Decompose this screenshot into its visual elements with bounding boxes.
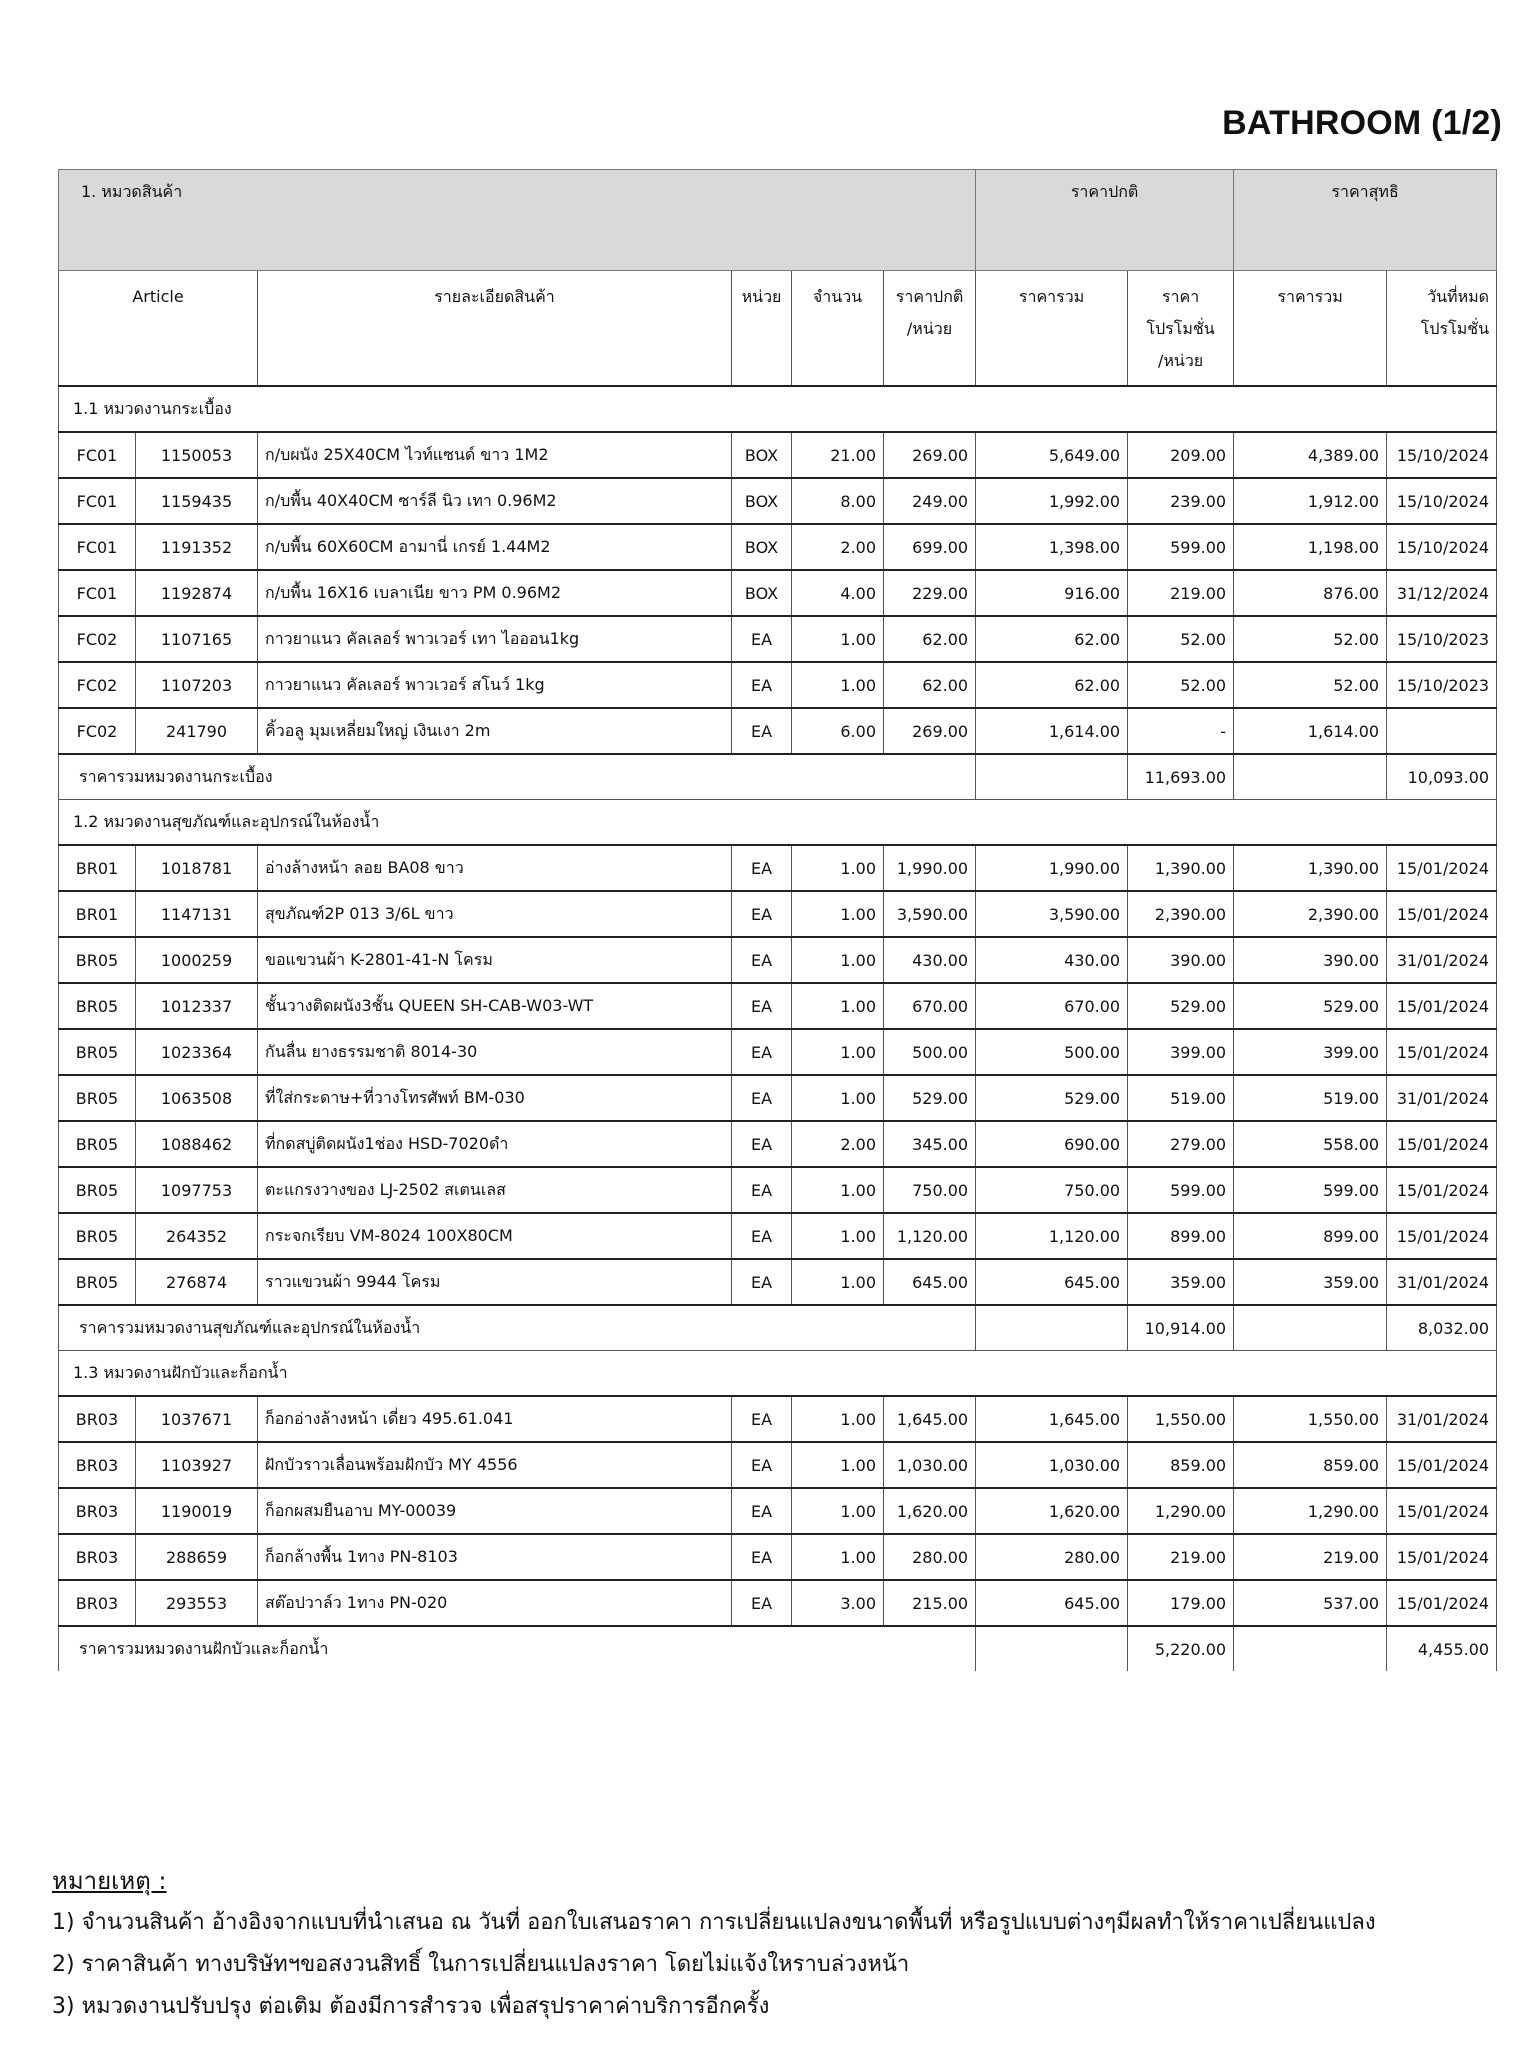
item-unit: EA	[732, 1121, 792, 1167]
note-item: 3) หมวดงานปรับปรุง ต่อเติม ต้องมีการสำรวจ เพื่อสรุปราคาค่าบริการอีกครั้ง	[52, 1994, 770, 2019]
item-article: 1037671	[136, 1396, 258, 1442]
table-row	[59, 1488, 1497, 1534]
table-row	[59, 478, 1497, 524]
item-net-total: 1,550.00	[1234, 1396, 1387, 1442]
item-promo-end: 15/10/2024	[1387, 524, 1497, 570]
item-description: กาวยาแนว คัลเลอร์ พาวเวอร์ เทา ไอออน1kg	[258, 616, 732, 662]
table-row	[59, 1259, 1497, 1305]
item-qty: 1.00	[792, 1396, 884, 1442]
table-row	[59, 891, 1497, 937]
item-qty: 1.00	[792, 662, 884, 708]
item-net-total: 1,198.00	[1234, 524, 1387, 570]
item-code: BR03	[59, 1534, 136, 1580]
item-promo-end: 31/01/2024	[1387, 1259, 1497, 1305]
item-net-total: 1,390.00	[1234, 845, 1387, 891]
item-qty: 2.00	[792, 1121, 884, 1167]
item-code: BR05	[59, 1121, 136, 1167]
section-header-row	[59, 800, 1497, 846]
item-code: FC01	[59, 478, 136, 524]
item-promo-end: 15/10/2024	[1387, 432, 1497, 478]
article-header: Article	[59, 271, 258, 387]
item-article: 293553	[136, 1580, 258, 1626]
item-unit: BOX	[732, 570, 792, 616]
item-total: 3,590.00	[976, 891, 1128, 937]
item-promo-end: 15/10/2023	[1387, 662, 1497, 708]
item-code: BR01	[59, 891, 136, 937]
subtotal-total: 11,693.00	[1128, 754, 1234, 800]
item-unit: EA	[732, 1029, 792, 1075]
item-total: 1,992.00	[976, 478, 1128, 524]
item-description: ราวแขวนผ้า 9944 โครม	[258, 1259, 732, 1305]
item-net-total: 529.00	[1234, 983, 1387, 1029]
qty-header: จำนวน	[792, 271, 884, 387]
item-qty: 3.00	[792, 1580, 884, 1626]
table-row	[59, 708, 1497, 754]
table-row	[59, 983, 1497, 1029]
subtotal-net-total: 4,455.00	[1387, 1626, 1497, 1671]
item-qty: 1.00	[792, 616, 884, 662]
item-unit: EA	[732, 1580, 792, 1626]
item-net-total: 390.00	[1234, 937, 1387, 983]
item-unit: EA	[732, 1396, 792, 1442]
item-code: BR05	[59, 1075, 136, 1121]
item-article: 1107203	[136, 662, 258, 708]
item-net-total: 899.00	[1234, 1213, 1387, 1259]
item-description: ขอแขวนผ้า K-2801-41-N โครม	[258, 937, 732, 983]
subtotal-row	[59, 1305, 1497, 1351]
net-total-header: ราคารวม	[1234, 271, 1387, 387]
item-unit-price: 699.00	[884, 524, 976, 570]
item-unit-price: 215.00	[884, 1580, 976, 1626]
page-title: BATHROOM (1/2)	[1222, 104, 1502, 142]
item-promo-price: 1,550.00	[1128, 1396, 1234, 1442]
item-total: 5,649.00	[976, 432, 1128, 478]
subtotal-total: 10,914.00	[1128, 1305, 1234, 1351]
notes	[52, 1860, 1376, 2028]
item-promo-price: 2,390.00	[1128, 891, 1234, 937]
item-description: กันลื่น ยางธรรมชาติ 8014-30	[258, 1029, 732, 1075]
item-promo-price: 239.00	[1128, 478, 1234, 524]
item-qty: 1.00	[792, 891, 884, 937]
item-code: BR01	[59, 845, 136, 891]
item-article: 264352	[136, 1213, 258, 1259]
item-total: 1,614.00	[976, 708, 1128, 754]
item-total: 1,030.00	[976, 1442, 1128, 1488]
header-column-row	[59, 271, 1497, 387]
item-description: คิ้วอลู มุมเหลี่ยมใหญ่ เงินเงา 2m	[258, 708, 732, 754]
subtotal-net-total: 10,093.00	[1387, 754, 1497, 800]
item-total: 1,398.00	[976, 524, 1128, 570]
item-article: 241790	[136, 708, 258, 754]
item-article: 288659	[136, 1534, 258, 1580]
item-total: 529.00	[976, 1075, 1128, 1121]
item-unit: EA	[732, 1075, 792, 1121]
item-net-total: 219.00	[1234, 1534, 1387, 1580]
item-total: 690.00	[976, 1121, 1128, 1167]
item-unit: EA	[732, 1167, 792, 1213]
item-unit-price: 1,620.00	[884, 1488, 976, 1534]
item-description: ก็อกผสมยืนอาบ MY-00039	[258, 1488, 732, 1534]
item-total: 916.00	[976, 570, 1128, 616]
table-row	[59, 1213, 1497, 1259]
item-article: 1159435	[136, 478, 258, 524]
item-description: ก/บผนัง 25X40CM ไวท์แซนด์ ขาว 1M2	[258, 432, 732, 478]
item-article: 1097753	[136, 1167, 258, 1213]
item-description: กาวยาแนว คัลเลอร์ พาวเวอร์ สโนว์ 1kg	[258, 662, 732, 708]
item-qty: 1.00	[792, 1167, 884, 1213]
item-unit-price: 3,590.00	[884, 891, 976, 937]
item-description: กระจกเรียบ VM-8024 100X80CM	[258, 1213, 732, 1259]
item-promo-price: 219.00	[1128, 1534, 1234, 1580]
item-code: FC02	[59, 662, 136, 708]
item-description: สุขภัณฑ์2P 013 3/6L ขาว	[258, 891, 732, 937]
item-unit: BOX	[732, 478, 792, 524]
item-unit-price: 670.00	[884, 983, 976, 1029]
item-description: ที่ใส่กระดาษ+ที่วางโทรศัพท์ BM-030	[258, 1075, 732, 1121]
table-row	[59, 570, 1497, 616]
item-qty: 1.00	[792, 1534, 884, 1580]
subtotal-row	[59, 1626, 1497, 1671]
item-total: 62.00	[976, 662, 1128, 708]
section-title: 1.2 หมวดงานสุขภัณฑ์และอุปกรณ์ในห้องน้ำ	[59, 800, 1497, 846]
item-promo-end: 15/01/2024	[1387, 845, 1497, 891]
item-total: 500.00	[976, 1029, 1128, 1075]
item-net-total: 359.00	[1234, 1259, 1387, 1305]
item-unit-price: 529.00	[884, 1075, 976, 1121]
item-unit: EA	[732, 983, 792, 1029]
item-code: BR03	[59, 1442, 136, 1488]
item-code: BR05	[59, 1259, 136, 1305]
item-net-total: 1,912.00	[1234, 478, 1387, 524]
item-promo-price: 179.00	[1128, 1580, 1234, 1626]
item-total: 645.00	[976, 1259, 1128, 1305]
item-qty: 1.00	[792, 1442, 884, 1488]
item-total: 1,620.00	[976, 1488, 1128, 1534]
item-description: ก็อกล้างพื้น 1ทาง PN-8103	[258, 1534, 732, 1580]
item-code: FC01	[59, 432, 136, 478]
item-promo-end: 15/10/2024	[1387, 478, 1497, 524]
subtotal-spacer	[1234, 1626, 1387, 1671]
notes-title: หมายเหตุ :	[52, 1867, 167, 1895]
subtotal-total: 5,220.00	[1128, 1626, 1234, 1671]
item-unit: BOX	[732, 524, 792, 570]
item-description: ที่กดสบู่ติดผนัง1ช่อง HSD-7020ดำ	[258, 1121, 732, 1167]
item-unit: EA	[732, 616, 792, 662]
item-code: FC02	[59, 616, 136, 662]
table-row	[59, 662, 1497, 708]
item-description: ก็อกอ่างล้างหน้า เดี่ยว 495.61.041	[258, 1396, 732, 1442]
item-article: 1103927	[136, 1442, 258, 1488]
item-code: BR05	[59, 1167, 136, 1213]
item-total: 1,120.00	[976, 1213, 1128, 1259]
table-row	[59, 1167, 1497, 1213]
item-total: 430.00	[976, 937, 1128, 983]
item-code: BR03	[59, 1488, 136, 1534]
table-row	[59, 1121, 1497, 1167]
category-header: 1. หมวดสินค้า	[59, 170, 976, 271]
item-qty: 1.00	[792, 1488, 884, 1534]
item-unit: EA	[732, 1534, 792, 1580]
item-description: ตะแกรงวางของ LJ-2502 สเตนเลส	[258, 1167, 732, 1213]
item-qty: 1.00	[792, 983, 884, 1029]
item-unit-price: 249.00	[884, 478, 976, 524]
item-net-total: 2,390.00	[1234, 891, 1387, 937]
subtotal-row	[59, 754, 1497, 800]
item-total: 670.00	[976, 983, 1128, 1029]
item-unit-price: 62.00	[884, 616, 976, 662]
item-qty: 4.00	[792, 570, 884, 616]
item-unit: EA	[732, 1488, 792, 1534]
subtotal-spacer	[976, 1305, 1128, 1351]
item-qty: 1.00	[792, 1213, 884, 1259]
item-promo-price: 1,390.00	[1128, 845, 1234, 891]
item-promo-end: 15/01/2024	[1387, 1488, 1497, 1534]
item-unit-price: 269.00	[884, 432, 976, 478]
item-promo-price: 219.00	[1128, 570, 1234, 616]
subtotal-net-total: 8,032.00	[1387, 1305, 1497, 1351]
item-unit-price: 269.00	[884, 708, 976, 754]
item-unit: EA	[732, 1213, 792, 1259]
table-row	[59, 937, 1497, 983]
item-promo-end: 15/01/2024	[1387, 1442, 1497, 1488]
item-qty: 1.00	[792, 1075, 884, 1121]
normal-price-group-header: ราคาปกติ	[976, 170, 1234, 271]
item-unit-price: 1,645.00	[884, 1396, 976, 1442]
item-promo-end: 31/12/2024	[1387, 570, 1497, 616]
item-description: สต๊อปวาล์ว 1ทาง PN-020	[258, 1580, 732, 1626]
item-unit-price: 750.00	[884, 1167, 976, 1213]
item-unit-price: 500.00	[884, 1029, 976, 1075]
table-row	[59, 1396, 1497, 1442]
table-row	[59, 1580, 1497, 1626]
item-unit: EA	[732, 708, 792, 754]
header-group-row	[59, 170, 1497, 271]
subtotal-label: ราคารวมหมวดงานสุขภัณฑ์และอุปกรณ์ในห้องน้ำ	[59, 1305, 976, 1351]
item-qty: 1.00	[792, 1029, 884, 1075]
item-article: 1012337	[136, 983, 258, 1029]
subtotal-spacer	[1234, 1305, 1387, 1351]
item-qty: 1.00	[792, 845, 884, 891]
item-total: 280.00	[976, 1534, 1128, 1580]
item-promo-end: 15/01/2024	[1387, 1213, 1497, 1259]
section-title: 1.1 หมวดงานกระเบื้อง	[59, 386, 1497, 432]
item-unit-price: 1,120.00	[884, 1213, 976, 1259]
item-promo-price: 279.00	[1128, 1121, 1234, 1167]
item-promo-price: -	[1128, 708, 1234, 754]
item-unit-price: 645.00	[884, 1259, 976, 1305]
item-net-total: 52.00	[1234, 662, 1387, 708]
item-article: 1107165	[136, 616, 258, 662]
item-net-total: 537.00	[1234, 1580, 1387, 1626]
note-item: 1) จำนวนสินค้า อ้างอิงจากแบบที่นำเสนอ ณ วันที่ ออกใบเสนอราคา การเปลี่ยนแปลงขนาดพื้นที่ หรือรูปแบบต่างๆมีผลทำให้ราคาเปลี่ยนแปลง	[52, 1910, 1376, 1935]
item-total: 1,645.00	[976, 1396, 1128, 1442]
item-net-total: 399.00	[1234, 1029, 1387, 1075]
item-promo-price: 599.00	[1128, 524, 1234, 570]
item-net-total: 52.00	[1234, 616, 1387, 662]
subtotal-spacer	[1234, 754, 1387, 800]
item-unit-price: 1,030.00	[884, 1442, 976, 1488]
item-article: 1190019	[136, 1488, 258, 1534]
item-qty: 1.00	[792, 937, 884, 983]
item-qty: 21.00	[792, 432, 884, 478]
item-article: 1000259	[136, 937, 258, 983]
item-promo-price: 529.00	[1128, 983, 1234, 1029]
item-net-total: 4,389.00	[1234, 432, 1387, 478]
item-unit: EA	[732, 662, 792, 708]
item-qty: 1.00	[792, 1259, 884, 1305]
table-row	[59, 524, 1497, 570]
item-promo-end: 15/01/2024	[1387, 1580, 1497, 1626]
item-article: 1192874	[136, 570, 258, 616]
item-code: FC01	[59, 524, 136, 570]
item-unit-price: 229.00	[884, 570, 976, 616]
item-promo-end: 15/01/2024	[1387, 983, 1497, 1029]
item-promo-end: 31/01/2024	[1387, 1396, 1497, 1442]
item-unit: EA	[732, 1259, 792, 1305]
subtotal-spacer	[976, 754, 1128, 800]
item-net-total: 1,290.00	[1234, 1488, 1387, 1534]
item-promo-price: 52.00	[1128, 616, 1234, 662]
table-row	[59, 845, 1497, 891]
item-promo-price: 209.00	[1128, 432, 1234, 478]
item-promo-end: 15/01/2024	[1387, 1534, 1497, 1580]
unit-price-header: ราคาปกติ /หน่วย	[884, 271, 976, 387]
item-description: ก/บพื้น 40X40CM ซาร์ลี นิว เทา 0.96M2	[258, 478, 732, 524]
item-unit: EA	[732, 937, 792, 983]
note-item: 2) ราคาสินค้า ทางบริษัทฯขอสงวนสิทธิ์ ในการเปลี่ยนแปลงราคา โดยไม่แจ้งใหราบล่วงหน้า	[52, 1952, 910, 1977]
item-promo-price: 52.00	[1128, 662, 1234, 708]
item-article: 1023364	[136, 1029, 258, 1075]
item-qty: 8.00	[792, 478, 884, 524]
section-header-row	[59, 386, 1497, 432]
promo-price-header: ราคา โปรโมชั่น /หน่วย	[1128, 271, 1234, 387]
item-description: ก/บพื้น 60X60CM อามานี่ เกรย์ 1.44M2	[258, 524, 732, 570]
item-total: 1,990.00	[976, 845, 1128, 891]
item-article: 1150053	[136, 432, 258, 478]
item-code: FC02	[59, 708, 136, 754]
description-header: รายละเอียดสินค้า	[258, 271, 732, 387]
item-total: 62.00	[976, 616, 1128, 662]
item-promo-end: 15/01/2024	[1387, 1167, 1497, 1213]
total-header: ราคารวม	[976, 271, 1128, 387]
section-header-row	[59, 1351, 1497, 1397]
item-article: 1147131	[136, 891, 258, 937]
net-price-group-header: ราคาสุทธิ	[1234, 170, 1497, 271]
item-unit: EA	[732, 845, 792, 891]
section-title: 1.3 หมวดงานฝักบัวและก็อกน้ำ	[59, 1351, 1497, 1397]
item-promo-end	[1387, 708, 1497, 754]
item-code: FC01	[59, 570, 136, 616]
item-article: 1018781	[136, 845, 258, 891]
item-promo-end: 15/01/2024	[1387, 1029, 1497, 1075]
item-promo-price: 1,290.00	[1128, 1488, 1234, 1534]
item-qty: 6.00	[792, 708, 884, 754]
item-promo-price: 519.00	[1128, 1075, 1234, 1121]
subtotal-spacer	[976, 1626, 1128, 1671]
item-unit-price: 1,990.00	[884, 845, 976, 891]
item-unit: BOX	[732, 432, 792, 478]
item-article: 1063508	[136, 1075, 258, 1121]
item-unit-price: 345.00	[884, 1121, 976, 1167]
item-description: ชั้นวางติดผนัง3ชั้น QUEEN SH-CAB-W03-WT	[258, 983, 732, 1029]
item-qty: 2.00	[792, 524, 884, 570]
table-row	[59, 1029, 1497, 1075]
item-net-total: 859.00	[1234, 1442, 1387, 1488]
item-unit: EA	[732, 1442, 792, 1488]
item-unit-price: 62.00	[884, 662, 976, 708]
table-row	[59, 432, 1497, 478]
promo-end-header: วันที่หมด โปรโมชั่น	[1387, 271, 1497, 387]
item-net-total: 519.00	[1234, 1075, 1387, 1121]
item-promo-price: 859.00	[1128, 1442, 1234, 1488]
item-net-total: 876.00	[1234, 570, 1387, 616]
item-promo-price: 359.00	[1128, 1259, 1234, 1305]
item-code: BR05	[59, 937, 136, 983]
item-code: BR03	[59, 1580, 136, 1626]
item-code: BR05	[59, 1029, 136, 1075]
item-promo-price: 899.00	[1128, 1213, 1234, 1259]
item-code: BR05	[59, 1213, 136, 1259]
item-promo-end: 31/01/2024	[1387, 1075, 1497, 1121]
item-promo-end: 15/01/2024	[1387, 891, 1497, 937]
item-promo-end: 15/01/2024	[1387, 1121, 1497, 1167]
item-article: 276874	[136, 1259, 258, 1305]
item-total: 750.00	[976, 1167, 1128, 1213]
item-description: ฝักบัวราวเลื่อนพร้อมฝักบัว MY 4556	[258, 1442, 732, 1488]
unit-header: หน่วย	[732, 271, 792, 387]
subtotal-label: ราคารวมหมวดงานฝักบัวและก็อกน้ำ	[59, 1626, 976, 1671]
item-promo-end: 15/10/2023	[1387, 616, 1497, 662]
item-unit: EA	[732, 891, 792, 937]
item-article: 1088462	[136, 1121, 258, 1167]
item-code: BR05	[59, 983, 136, 1029]
table-row	[59, 1534, 1497, 1580]
item-article: 1191352	[136, 524, 258, 570]
item-unit-price: 430.00	[884, 937, 976, 983]
item-net-total: 1,614.00	[1234, 708, 1387, 754]
item-promo-price: 390.00	[1128, 937, 1234, 983]
item-total: 645.00	[976, 1580, 1128, 1626]
item-promo-price: 599.00	[1128, 1167, 1234, 1213]
price-table	[58, 169, 1497, 1671]
item-promo-end: 31/01/2024	[1387, 937, 1497, 983]
item-description: อ่างล้างหน้า ลอย BA08 ขาว	[258, 845, 732, 891]
item-net-total: 558.00	[1234, 1121, 1387, 1167]
subtotal-label: ราคารวมหมวดงานกระเบื้อง	[59, 754, 976, 800]
table-row	[59, 1442, 1497, 1488]
table-row	[59, 616, 1497, 662]
item-promo-price: 399.00	[1128, 1029, 1234, 1075]
item-code: BR03	[59, 1396, 136, 1442]
item-net-total: 599.00	[1234, 1167, 1387, 1213]
item-unit-price: 280.00	[884, 1534, 976, 1580]
item-description: ก/บพื้น 16X16 เบลาเนีย ขาว PM 0.96M2	[258, 570, 732, 616]
table-row	[59, 1075, 1497, 1121]
